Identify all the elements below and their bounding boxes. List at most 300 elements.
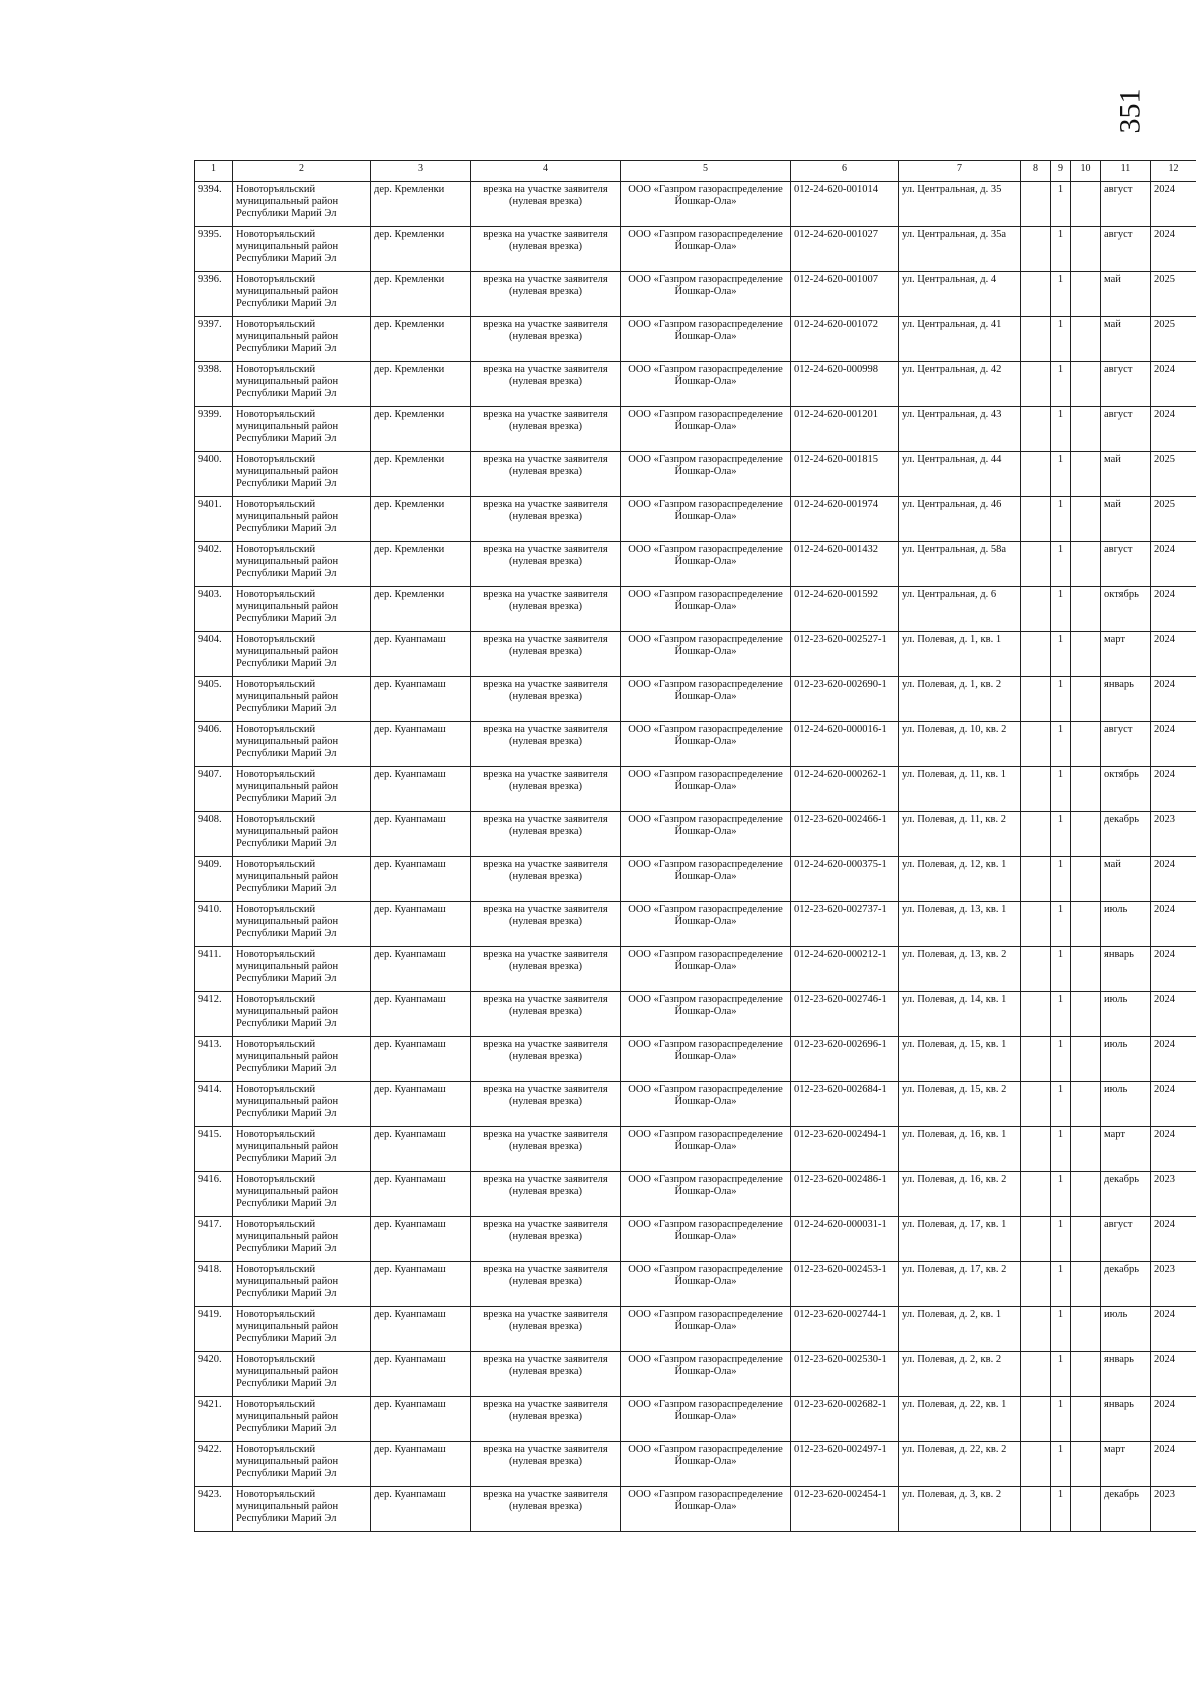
work-type-cell: врезка на участке заявителя (нулевая врезка): [471, 542, 621, 587]
column-9-cell: 1: [1051, 1352, 1071, 1397]
address-cell: ул. Полевая, д. 12, кв. 1: [899, 857, 1021, 902]
table-row: [195, 1397, 1197, 1442]
district-cell: Новоторъяльский муниципальный район Республики Марий Эл: [233, 767, 371, 812]
work-type-cell: врезка на участке заявителя (нулевая врезка): [471, 1352, 621, 1397]
month-cell: июль: [1101, 1082, 1151, 1127]
locality-cell: дер. Кремленки: [371, 362, 471, 407]
district-cell: Новоторъяльский муниципальный район Республики Марий Эл: [233, 677, 371, 722]
column-8-cell: [1021, 902, 1051, 947]
row-number-cell: 9405.: [195, 677, 233, 722]
district-cell: Новоторъяльский муниципальный район Республики Марий Эл: [233, 1487, 371, 1532]
column-8-cell: [1021, 272, 1051, 317]
table-row: [195, 767, 1197, 812]
column-9-cell: 1: [1051, 1307, 1071, 1352]
row-number-cell: 9409.: [195, 857, 233, 902]
column-9-cell: 1: [1051, 767, 1071, 812]
column-9-cell: 1: [1051, 1127, 1071, 1172]
month-cell: август: [1101, 1217, 1151, 1262]
address-cell: ул. Полевая, д. 13, кв. 1: [899, 902, 1021, 947]
table-row: [195, 1262, 1197, 1307]
column-9-cell: 1: [1051, 812, 1071, 857]
table-row: [195, 1037, 1197, 1082]
locality-cell: дер. Кремленки: [371, 272, 471, 317]
column-10-cell: [1071, 1217, 1101, 1262]
column-10-cell: [1071, 362, 1101, 407]
row-number-cell: 9423.: [195, 1487, 233, 1532]
month-cell: декабрь: [1101, 1487, 1151, 1532]
organization-cell: ООО «Газпром газораспределение Йошкар-Ола»: [621, 857, 791, 902]
column-9-cell: 1: [1051, 1037, 1071, 1082]
district-cell: Новоторъяльский муниципальный район Республики Марий Эл: [233, 947, 371, 992]
month-cell: август: [1101, 182, 1151, 227]
column-9-cell: 1: [1051, 1397, 1071, 1442]
year-cell: 2023: [1151, 1172, 1197, 1217]
month-cell: март: [1101, 1127, 1151, 1172]
address-cell: ул. Полевая, д. 11, кв. 2: [899, 812, 1021, 857]
organization-cell: ООО «Газпром газораспределение Йошкар-Ола»: [621, 1307, 791, 1352]
column-10-cell: [1071, 857, 1101, 902]
work-type-cell: врезка на участке заявителя (нулевая врезка): [471, 1307, 621, 1352]
column-8-cell: [1021, 1442, 1051, 1487]
row-number-cell: 9414.: [195, 1082, 233, 1127]
address-cell: ул. Полевая, д. 2, кв. 2: [899, 1352, 1021, 1397]
column-10-cell: [1071, 632, 1101, 677]
district-cell: Новоторъяльский муниципальный район Республики Марий Эл: [233, 1442, 371, 1487]
address-cell: ул. Центральная, д. 35а: [899, 227, 1021, 272]
year-cell: 2024: [1151, 992, 1197, 1037]
application-code-cell: 012-23-620-002497-1: [791, 1442, 899, 1487]
column-10-cell: [1071, 677, 1101, 722]
address-cell: ул. Полевая, д. 22, кв. 2: [899, 1442, 1021, 1487]
address-cell: ул. Центральная, д. 42: [899, 362, 1021, 407]
row-number-cell: 9410.: [195, 902, 233, 947]
column-8-cell: [1021, 1397, 1051, 1442]
locality-cell: дер. Куанпамаш: [371, 902, 471, 947]
column-10-cell: [1071, 1307, 1101, 1352]
work-type-cell: врезка на участке заявителя (нулевая врезка): [471, 272, 621, 317]
year-cell: 2024: [1151, 1082, 1197, 1127]
year-cell: 2024: [1151, 677, 1197, 722]
column-8-cell: [1021, 1352, 1051, 1397]
column-10-cell: [1071, 1352, 1101, 1397]
application-code-cell: 012-24-620-000998: [791, 362, 899, 407]
month-cell: май: [1101, 497, 1151, 542]
column-8-cell: [1021, 1082, 1051, 1127]
work-type-cell: врезка на участке заявителя (нулевая врезка): [471, 902, 621, 947]
work-type-cell: врезка на участке заявителя (нулевая врезка): [471, 407, 621, 452]
month-cell: декабрь: [1101, 812, 1151, 857]
month-cell: август: [1101, 362, 1151, 407]
table-row: [195, 1307, 1197, 1352]
work-type-cell: врезка на участке заявителя (нулевая врезка): [471, 1082, 621, 1127]
address-cell: ул. Полевая, д. 10, кв. 2: [899, 722, 1021, 767]
table-row: [195, 272, 1197, 317]
locality-cell: дер. Куанпамаш: [371, 1262, 471, 1307]
address-cell: ул. Центральная, д. 58а: [899, 542, 1021, 587]
district-cell: Новоторъяльский муниципальный район Республики Марий Эл: [233, 812, 371, 857]
application-code-cell: 012-24-620-001432: [791, 542, 899, 587]
organization-cell: ООО «Газпром газораспределение Йошкар-Ола»: [621, 452, 791, 497]
organization-cell: ООО «Газпром газораспределение Йошкар-Ола»: [621, 1487, 791, 1532]
table-row: [195, 902, 1197, 947]
registry-table-wrap: [194, 160, 1196, 1560]
work-type-cell: врезка на участке заявителя (нулевая врезка): [471, 1172, 621, 1217]
organization-cell: ООО «Газпром газораспределение Йошкар-Ола»: [621, 1262, 791, 1307]
column-10-cell: [1071, 497, 1101, 542]
table-body: [195, 182, 1197, 1532]
column-9-cell: 1: [1051, 497, 1071, 542]
work-type-cell: врезка на участке заявителя (нулевая врезка): [471, 1217, 621, 1262]
column-8-cell: [1021, 857, 1051, 902]
column-8-cell: [1021, 407, 1051, 452]
month-cell: март: [1101, 632, 1151, 677]
column-9-cell: 1: [1051, 182, 1071, 227]
year-cell: 2024: [1151, 1352, 1197, 1397]
locality-cell: дер. Кремленки: [371, 227, 471, 272]
year-cell: 2024: [1151, 1307, 1197, 1352]
application-code-cell: 012-24-620-001201: [791, 407, 899, 452]
row-number-cell: 9397.: [195, 317, 233, 362]
organization-cell: ООО «Газпром газораспределение Йошкар-Ола»: [621, 1442, 791, 1487]
column-9-cell: 1: [1051, 272, 1071, 317]
row-number-cell: 9412.: [195, 992, 233, 1037]
locality-cell: дер. Куанпамаш: [371, 677, 471, 722]
column-10-cell: [1071, 1262, 1101, 1307]
column-8-cell: [1021, 1127, 1051, 1172]
address-cell: ул. Полевая, д. 16, кв. 2: [899, 1172, 1021, 1217]
column-10-cell: [1071, 272, 1101, 317]
row-number-cell: 9403.: [195, 587, 233, 632]
row-number-cell: 9402.: [195, 542, 233, 587]
district-cell: Новоторъяльский муниципальный район Республики Марий Эл: [233, 902, 371, 947]
year-cell: 2024: [1151, 767, 1197, 812]
work-type-cell: врезка на участке заявителя (нулевая врезка): [471, 317, 621, 362]
year-cell: 2025: [1151, 452, 1197, 497]
address-cell: ул. Полевая, д. 1, кв. 2: [899, 677, 1021, 722]
application-code-cell: 012-24-620-001815: [791, 452, 899, 497]
table-row: [195, 542, 1197, 587]
row-number-cell: 9404.: [195, 632, 233, 677]
column-10-cell: [1071, 1442, 1101, 1487]
application-code-cell: 012-23-620-002527-1: [791, 632, 899, 677]
column-9-cell: 1: [1051, 1262, 1071, 1307]
row-number-cell: 9418.: [195, 1262, 233, 1307]
month-cell: июль: [1101, 902, 1151, 947]
application-code-cell: 012-23-620-002744-1: [791, 1307, 899, 1352]
column-number-header: 3: [371, 161, 471, 182]
column-8-cell: [1021, 497, 1051, 542]
row-number-cell: 9407.: [195, 767, 233, 812]
organization-cell: ООО «Газпром газораспределение Йошкар-Ола»: [621, 632, 791, 677]
application-code-cell: 012-23-620-002494-1: [791, 1127, 899, 1172]
work-type-cell: врезка на участке заявителя (нулевая врезка): [471, 1397, 621, 1442]
work-type-cell: врезка на участке заявителя (нулевая врезка): [471, 1127, 621, 1172]
work-type-cell: врезка на участке заявителя (нулевая врезка): [471, 227, 621, 272]
district-cell: Новоторъяльский муниципальный район Республики Марий Эл: [233, 587, 371, 632]
registry-table: [194, 160, 1196, 1532]
month-cell: июль: [1101, 992, 1151, 1037]
locality-cell: дер. Кремленки: [371, 497, 471, 542]
table-row: [195, 1082, 1197, 1127]
locality-cell: дер. Куанпамаш: [371, 1037, 471, 1082]
column-8-cell: [1021, 992, 1051, 1037]
column-10-cell: [1071, 227, 1101, 272]
month-cell: август: [1101, 227, 1151, 272]
column-8-cell: [1021, 1217, 1051, 1262]
organization-cell: ООО «Газпром газораспределение Йошкар-Ола»: [621, 227, 791, 272]
year-cell: 2024: [1151, 1217, 1197, 1262]
locality-cell: дер. Кремленки: [371, 182, 471, 227]
district-cell: Новоторъяльский муниципальный район Республики Марий Эл: [233, 407, 371, 452]
work-type-cell: врезка на участке заявителя (нулевая врезка): [471, 722, 621, 767]
row-number-cell: 9416.: [195, 1172, 233, 1217]
column-number-header: 5: [621, 161, 791, 182]
district-cell: Новоторъяльский муниципальный район Республики Марий Эл: [233, 1082, 371, 1127]
year-cell: 2024: [1151, 857, 1197, 902]
year-cell: 2023: [1151, 1487, 1197, 1532]
row-number-cell: 9408.: [195, 812, 233, 857]
row-number-cell: 9406.: [195, 722, 233, 767]
column-number-header: 7: [899, 161, 1021, 182]
column-10-cell: [1071, 902, 1101, 947]
row-number-cell: 9395.: [195, 227, 233, 272]
locality-cell: дер. Куанпамаш: [371, 1217, 471, 1262]
column-9-cell: 1: [1051, 1172, 1071, 1217]
organization-cell: ООО «Газпром газораспределение Йошкар-Ола»: [621, 812, 791, 857]
month-cell: декабрь: [1101, 1172, 1151, 1217]
address-cell: ул. Полевая, д. 15, кв. 2: [899, 1082, 1021, 1127]
district-cell: Новоторъяльский муниципальный район Республики Марий Эл: [233, 1037, 371, 1082]
organization-cell: ООО «Газпром газораспределение Йошкар-Ола»: [621, 677, 791, 722]
locality-cell: дер. Кремленки: [371, 407, 471, 452]
column-8-cell: [1021, 452, 1051, 497]
work-type-cell: врезка на участке заявителя (нулевая врезка): [471, 812, 621, 857]
address-cell: ул. Центральная, д. 4: [899, 272, 1021, 317]
address-cell: ул. Полевая, д. 22, кв. 1: [899, 1397, 1021, 1442]
column-8-cell: [1021, 812, 1051, 857]
locality-cell: дер. Куанпамаш: [371, 1487, 471, 1532]
application-code-cell: 012-23-620-002746-1: [791, 992, 899, 1037]
column-8-cell: [1021, 587, 1051, 632]
address-cell: ул. Центральная, д. 6: [899, 587, 1021, 632]
locality-cell: дер. Куанпамаш: [371, 1397, 471, 1442]
year-cell: 2024: [1151, 1127, 1197, 1172]
district-cell: Новоторъяльский муниципальный район Республики Марий Эл: [233, 722, 371, 767]
row-number-cell: 9417.: [195, 1217, 233, 1262]
district-cell: Новоторъяльский муниципальный район Республики Марий Эл: [233, 857, 371, 902]
month-cell: июль: [1101, 1307, 1151, 1352]
locality-cell: дер. Куанпамаш: [371, 857, 471, 902]
column-8-cell: [1021, 1037, 1051, 1082]
application-code-cell: 012-23-620-002690-1: [791, 677, 899, 722]
organization-cell: ООО «Газпром газораспределение Йошкар-Ола»: [621, 1127, 791, 1172]
table-row: [195, 452, 1197, 497]
column-8-cell: [1021, 362, 1051, 407]
year-cell: 2025: [1151, 272, 1197, 317]
column-8-cell: [1021, 632, 1051, 677]
column-number-header: 4: [471, 161, 621, 182]
column-8-cell: [1021, 227, 1051, 272]
column-9-cell: 1: [1051, 902, 1071, 947]
table-row: [195, 1487, 1197, 1532]
organization-cell: ООО «Газпром газораспределение Йошкар-Ола»: [621, 587, 791, 632]
year-cell: 2023: [1151, 812, 1197, 857]
column-9-cell: 1: [1051, 227, 1071, 272]
year-cell: 2024: [1151, 902, 1197, 947]
organization-cell: ООО «Газпром газораспределение Йошкар-Ола»: [621, 317, 791, 362]
column-8-cell: [1021, 542, 1051, 587]
table-row: [195, 407, 1197, 452]
work-type-cell: врезка на участке заявителя (нулевая врезка): [471, 857, 621, 902]
month-cell: октябрь: [1101, 767, 1151, 812]
work-type-cell: врезка на участке заявителя (нулевая врезка): [471, 992, 621, 1037]
address-cell: ул. Полевая, д. 17, кв. 2: [899, 1262, 1021, 1307]
column-number-header: 10: [1071, 161, 1101, 182]
row-number-cell: 9422.: [195, 1442, 233, 1487]
table-row: [195, 677, 1197, 722]
address-cell: ул. Полевая, д. 11, кв. 1: [899, 767, 1021, 812]
application-code-cell: 012-24-620-001014: [791, 182, 899, 227]
column-9-cell: 1: [1051, 632, 1071, 677]
year-cell: 2024: [1151, 947, 1197, 992]
application-code-cell: 012-24-620-001027: [791, 227, 899, 272]
column-9-cell: 1: [1051, 542, 1071, 587]
application-code-cell: 012-23-620-002466-1: [791, 812, 899, 857]
work-type-cell: врезка на участке заявителя (нулевая врезка): [471, 182, 621, 227]
month-cell: август: [1101, 722, 1151, 767]
work-type-cell: врезка на участке заявителя (нулевая врезка): [471, 587, 621, 632]
column-9-cell: 1: [1051, 407, 1071, 452]
locality-cell: дер. Куанпамаш: [371, 1307, 471, 1352]
column-9-cell: 1: [1051, 317, 1071, 362]
year-cell: 2024: [1151, 362, 1197, 407]
organization-cell: ООО «Газпром газораспределение Йошкар-Ола»: [621, 497, 791, 542]
column-10-cell: [1071, 992, 1101, 1037]
year-cell: 2024: [1151, 587, 1197, 632]
column-10-cell: [1071, 542, 1101, 587]
column-10-cell: [1071, 1037, 1101, 1082]
month-cell: июль: [1101, 1037, 1151, 1082]
column-8-cell: [1021, 1307, 1051, 1352]
year-cell: 2023: [1151, 1262, 1197, 1307]
locality-cell: дер. Кремленки: [371, 587, 471, 632]
year-cell: 2024: [1151, 227, 1197, 272]
table-row: [195, 632, 1197, 677]
address-cell: ул. Полевая, д. 17, кв. 1: [899, 1217, 1021, 1262]
application-code-cell: 012-23-620-002486-1: [791, 1172, 899, 1217]
column-number-header: 11: [1101, 161, 1151, 182]
column-9-cell: 1: [1051, 1487, 1071, 1532]
table-row: [195, 992, 1197, 1037]
application-code-cell: 012-23-620-002684-1: [791, 1082, 899, 1127]
work-type-cell: врезка на участке заявителя (нулевая врезка): [471, 947, 621, 992]
table-row: [195, 1352, 1197, 1397]
column-10-cell: [1071, 1127, 1101, 1172]
row-number-cell: 9415.: [195, 1127, 233, 1172]
district-cell: Новоторъяльский муниципальный район Республики Марий Эл: [233, 182, 371, 227]
district-cell: Новоторъяльский муниципальный район Республики Марий Эл: [233, 1127, 371, 1172]
column-10-cell: [1071, 947, 1101, 992]
application-code-cell: 012-23-620-002530-1: [791, 1352, 899, 1397]
table-row: [195, 227, 1197, 272]
locality-cell: дер. Кремленки: [371, 542, 471, 587]
year-cell: 2024: [1151, 722, 1197, 767]
column-number-header: 8: [1021, 161, 1051, 182]
district-cell: Новоторъяльский муниципальный район Республики Марий Эл: [233, 497, 371, 542]
application-code-cell: 012-24-620-000262-1: [791, 767, 899, 812]
column-10-cell: [1071, 407, 1101, 452]
column-10-cell: [1071, 812, 1101, 857]
column-8-cell: [1021, 182, 1051, 227]
table-row: [195, 722, 1197, 767]
year-cell: 2024: [1151, 1397, 1197, 1442]
address-cell: ул. Полевая, д. 14, кв. 1: [899, 992, 1021, 1037]
column-9-cell: 1: [1051, 1442, 1071, 1487]
table-row: [195, 362, 1197, 407]
organization-cell: ООО «Газпром газораспределение Йошкар-Ола»: [621, 722, 791, 767]
district-cell: Новоторъяльский муниципальный район Республики Марий Эл: [233, 1262, 371, 1307]
column-8-cell: [1021, 722, 1051, 767]
row-number-cell: 9411.: [195, 947, 233, 992]
district-cell: Новоторъяльский муниципальный район Республики Марий Эл: [233, 1352, 371, 1397]
table-row: [195, 182, 1197, 227]
column-8-cell: [1021, 1172, 1051, 1217]
table-row: [195, 587, 1197, 632]
month-cell: май: [1101, 317, 1151, 362]
organization-cell: ООО «Газпром газораспределение Йошкар-Ола»: [621, 1172, 791, 1217]
column-number-header: 6: [791, 161, 899, 182]
row-number-cell: 9400.: [195, 452, 233, 497]
address-cell: ул. Центральная, д. 44: [899, 452, 1021, 497]
month-cell: январь: [1101, 1397, 1151, 1442]
row-number-cell: 9398.: [195, 362, 233, 407]
district-cell: Новоторъяльский муниципальный район Республики Марий Эл: [233, 1397, 371, 1442]
year-cell: 2024: [1151, 407, 1197, 452]
address-cell: ул. Полевая, д. 1, кв. 1: [899, 632, 1021, 677]
locality-cell: дер. Кремленки: [371, 452, 471, 497]
column-10-cell: [1071, 182, 1101, 227]
column-number-header: 9: [1051, 161, 1071, 182]
year-cell: 2025: [1151, 317, 1197, 362]
column-8-cell: [1021, 677, 1051, 722]
address-cell: ул. Полевая, д. 2, кв. 1: [899, 1307, 1021, 1352]
work-type-cell: врезка на участке заявителя (нулевая врезка): [471, 677, 621, 722]
application-code-cell: 012-23-620-002696-1: [791, 1037, 899, 1082]
organization-cell: ООО «Газпром газораспределение Йошкар-Ола»: [621, 1352, 791, 1397]
column-8-cell: [1021, 1262, 1051, 1307]
month-cell: январь: [1101, 677, 1151, 722]
application-code-cell: 012-24-620-000031-1: [791, 1217, 899, 1262]
work-type-cell: врезка на участке заявителя (нулевая врезка): [471, 452, 621, 497]
column-10-cell: [1071, 452, 1101, 497]
work-type-cell: врезка на участке заявителя (нулевая врезка): [471, 362, 621, 407]
district-cell: Новоторъяльский муниципальный район Республики Марий Эл: [233, 272, 371, 317]
work-type-cell: врезка на участке заявителя (нулевая врезка): [471, 497, 621, 542]
district-cell: Новоторъяльский муниципальный район Республики Марий Эл: [233, 992, 371, 1037]
address-cell: ул. Полевая, д. 3, кв. 2: [899, 1487, 1021, 1532]
address-cell: ул. Полевая, д. 15, кв. 1: [899, 1037, 1021, 1082]
row-number-cell: 9420.: [195, 1352, 233, 1397]
organization-cell: ООО «Газпром газораспределение Йошкар-Ола»: [621, 272, 791, 317]
organization-cell: ООО «Газпром газораспределение Йошкар-Ола»: [621, 182, 791, 227]
row-number-cell: 9413.: [195, 1037, 233, 1082]
organization-cell: ООО «Газпром газораспределение Йошкар-Ола»: [621, 902, 791, 947]
district-cell: Новоторъяльский муниципальный район Республики Марий Эл: [233, 1307, 371, 1352]
month-cell: май: [1101, 452, 1151, 497]
year-cell: 2025: [1151, 497, 1197, 542]
month-cell: август: [1101, 407, 1151, 452]
application-code-cell: 012-24-620-000016-1: [791, 722, 899, 767]
